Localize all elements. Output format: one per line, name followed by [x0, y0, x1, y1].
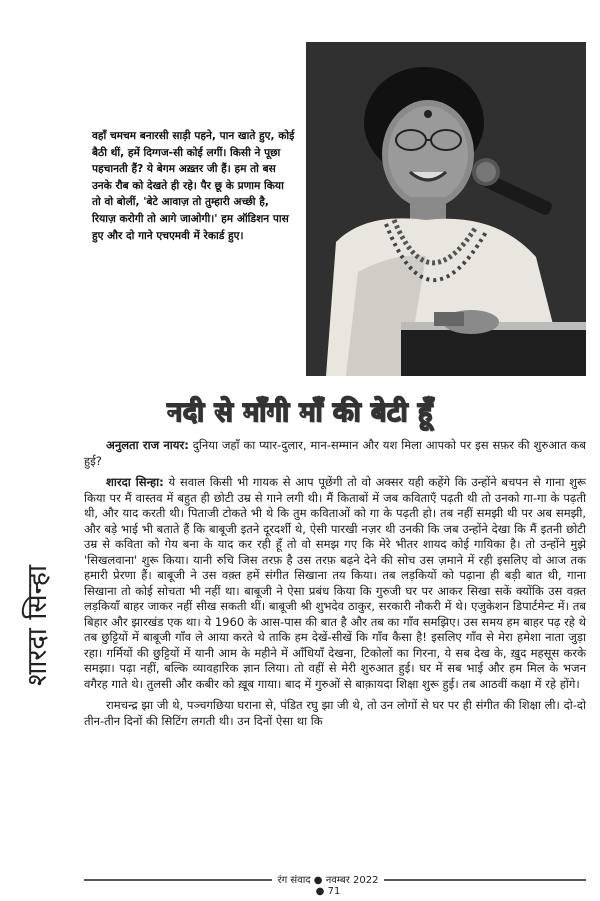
answer-text: ये सवाल किसी भी गायक से आप पूछेंगी तो वो अक्सर यही कहेंगे कि उन्होंने बचपन से गाना शुरू किया पर मैं वास्तव में बहुत ही छोटी उम्र से गाने लगी थी। मैं किताबों में जब कविताएँ पढ़ती थी तो उनको गा-गा के पढ़ती थी, और याद करती थी। पिताजी टोकते भी थे कि तुम कविताओं को गा के पढ़ती हो। तब नहीं समझी थी पर अब समझी, और बड़े भाई भी बताते हैं कि बाबूजी इतने दूरदर्शी थे, ऐसी पारखी नज़र थी उनकी कि जब उन्होंने देखा कि मैं इतनी छोटी उम्र से कविता को गेय बना के याद कर रही हूँ तो वो समझ गए कि मेरे भीतर शायद कोई गायिका है। तो उन्होंने मुझे 'सिखलवाना' शुरू किया। यानी रुचि जिस तरफ़ है उस तरफ़ बढ़ने देने की सोच उस ज़माने में रही इसलिए वो आज तक हमारी प्रेरणा हैं। बाबूजी ने उस वक़्त हमें संगीत सिखाना तय किया। तब लड़कियों को पढ़ाना ही बड़ी बात थी, गाना सिखाना तो कोई सोचता भी नहीं था। बाबूजी ने ऐसा प्रबंध किया कि गुरुजी घर पर आकर सिखा सकें क्योंकि उस वक़्त लड़कियाँ बाहर जाकर नहीं सीख सकती थीं। बाबूजी श्री शुभदेव ठाकुर, सरकारी नौकरी में थे। एजुकेशन डिपार्टमेन्ट में। तब बिहार और झारखंड एक था। ये 1960 के आस-पास की बात है और तब का गाँव समझिए। उस समय हम बाहर पढ़ रहे थे तब छुट्टियों में बाबूजी गाँव ले आया करते थे ताकि हम देखें-सीखें कि गाँव कैसा है! इसलिए गाँव से मेरा हमेशा नाता जुड़ा रहा। गर्मियों की छुट्टियों में यानी आम के महीने में आँधियाँ देखना, टिकोलों का गिरना, ये सब देख के, ख़ुद महसूस करके समझा। पढ़ा नहीं, बल्कि व्यावहारिक ज्ञान लिया। तो वहीं से मेरी शुरुआत हुई। घर में सब भाई और हम मिल के भजन वगैरह गाते थे। तुलसी और कबीर को ख़ूब गाया। बाद में गुरुओं से बाक़ायदा शिक्षा शुरू हुई। तब आठवीं कक्षा में रहे होंगे। [84, 475, 586, 691]
article-body [84, 438, 586, 735]
continuation-paragraph: रामचन्द्र झा जी थे, पञ्चगछिया घराना से, पंडित रघु झा जी थे, तो उन लोगों से घर पर ही संगीत की शिक्षा ली। दो-दो तीन-तीन दिनों की सिटिंग लगती थी। उन दिनों ऐसा था कि [84, 698, 586, 728]
headline: नदी से माँगी माँ की बेटी हूँ [167, 397, 433, 428]
answer-speaker: शारदा सिन्हा: [106, 475, 164, 489]
side-name [18, 560, 52, 690]
question-text: दुनिया जहाँ का प्यार-दुलार, मान-सम्मान और यश मिला आपको पर इस सफ़र की शुरुआत कब हुई? [84, 438, 586, 468]
side-name-text: शारदा सिन्हा [21, 564, 53, 686]
pull-quote: वहाँ चमचम बनारसी साड़ी पहने, पान खाते हुए, कोई बैठी थीं, हमें दिग्गज-सी कोई लगीं। किसी ने पूछा पहचानती हैं? ये बेगम अख़्तर जी हैं। हम तो बस उनके रौब को देखते ही रहे। पैर छू के प्रणाम किया तो वो बोलीं, 'बेटे आवाज़ तो तुम्हारी अच्छी है, रियाज़ करोगी तो आगे जाओगी।' हम ऑडिशन पास हुए और दो गाने एचएमवी में रेकार्ड हुए। [92, 130, 295, 242]
question-speaker: अनुलता राज नायर: [106, 438, 189, 452]
footer-rule-left [84, 879, 272, 881]
footer-text: रंग संवाद ● नवम्बर 2022 ● 71 [277, 875, 379, 897]
question-paragraph [84, 438, 586, 469]
answer-paragraph [84, 475, 586, 692]
singer-photo [306, 42, 586, 376]
footer-rule-right [384, 879, 586, 881]
page-footer [0, 872, 600, 897]
